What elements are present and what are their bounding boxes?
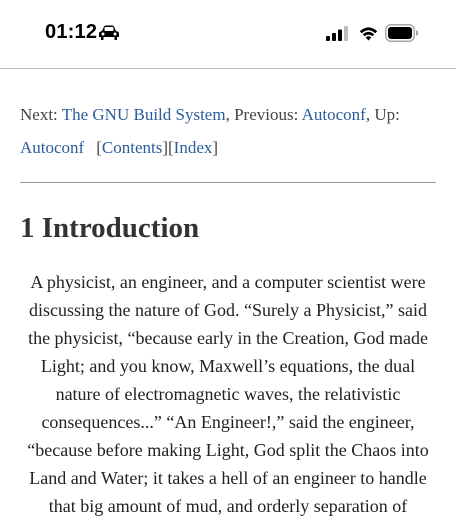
next-link[interactable]: The GNU Build System bbox=[61, 105, 226, 124]
cellular-signal-icon bbox=[326, 26, 348, 41]
up-link[interactable]: Autoconf bbox=[20, 138, 85, 157]
manual-page bbox=[20, 69, 436, 520]
section-heading: 1 Introduction bbox=[20, 212, 200, 244]
index-link[interactable]: Index bbox=[173, 138, 213, 157]
header-divider bbox=[20, 182, 436, 183]
nav-previous-prefix: , Previous: bbox=[225, 105, 302, 124]
body-line: Light; and you know, Maxwell’s equations, the dual bbox=[40, 356, 416, 376]
bracket-middle: ][ bbox=[162, 138, 174, 157]
body-line: that big amount of mud, and orderly separation of bbox=[48, 496, 408, 516]
body-paragraph bbox=[20, 268, 436, 520]
node-navigation bbox=[20, 98, 436, 164]
body-line: discussing the nature of God. “Surely a Physicist,” said bbox=[29, 300, 427, 320]
status-bar bbox=[0, 0, 456, 69]
bracket-close: ] bbox=[212, 138, 219, 157]
bracket-open: [ bbox=[96, 138, 102, 157]
body-line: A physicist, an engineer, and a computer scientist were bbox=[30, 272, 426, 292]
nav-up-prefix: , Up: bbox=[365, 105, 400, 124]
contents-link[interactable]: Contents bbox=[101, 138, 163, 157]
body-line: Land and Water; it takes a hell of an engineer to handle bbox=[29, 468, 427, 488]
body-line: nature of electromagnetic waves, the relativistic bbox=[55, 384, 401, 404]
body-line: the physicist, “because early in the Creation, God made bbox=[28, 328, 428, 348]
status-time: 01:12 bbox=[45, 21, 98, 43]
nav-next-prefix: Next: bbox=[20, 105, 62, 124]
body-line: consequences...” “An Engineer!,” said the engineer, bbox=[41, 412, 415, 432]
battery-icon bbox=[385, 24, 419, 42]
car-icon bbox=[98, 25, 120, 41]
body-line: “because before making Light, God split the Chaos into bbox=[27, 440, 429, 460]
previous-link[interactable]: Autoconf bbox=[301, 105, 366, 124]
wifi-icon bbox=[358, 24, 379, 41]
